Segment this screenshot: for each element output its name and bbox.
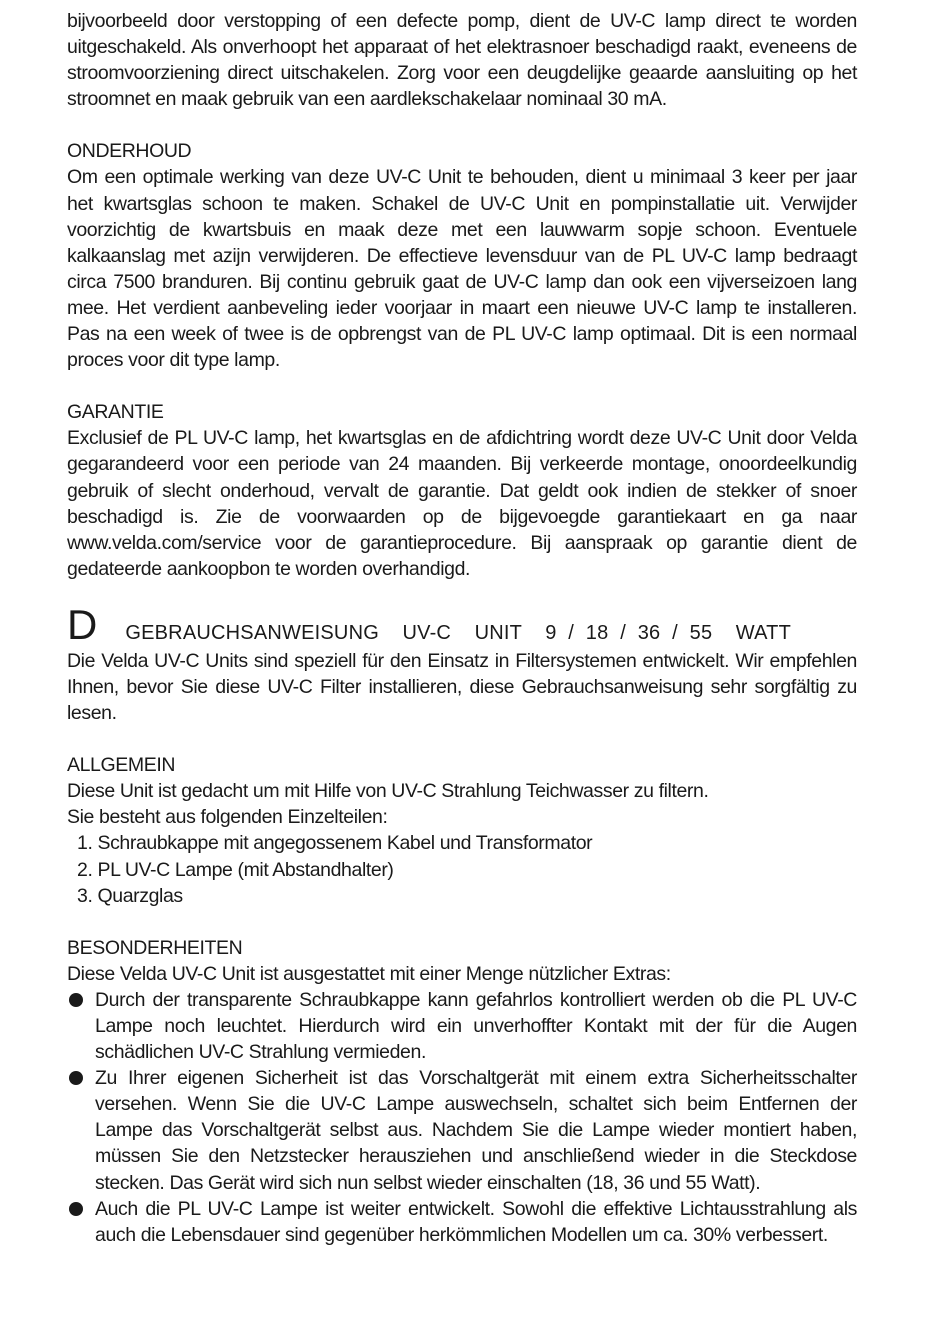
- de-intro-paragraph: Die Velda UV-C Units sind speziell für den Einsatz in Filtersystemen entwickelt. Wir empfehlen Ihnen, bevor Sie diese UV-C Filter installieren, diese Gebrauchsanweisung sehr sorgfältig zu lesen.: [67, 649, 857, 725]
- bullet-dot-icon: [69, 1202, 83, 1216]
- nl-onderhoud-heading: ONDERHOUD: [67, 140, 192, 163]
- manual-page: [67, 8, 857, 1248]
- de-allgemein-line-1: Diese Unit ist gedacht um mit Hilfe von UV-C Strahlung Teichwasser zu filtern.: [67, 780, 709, 803]
- spacer: [67, 373, 857, 399]
- bullet-dot-icon: [69, 1071, 83, 1085]
- spacer: [67, 726, 857, 752]
- feature-text: Zu Ihrer eigenen Sicherheit ist das Vorschaltgerät mit einem extra Sicherheitsschalter versehen. Wenn Sie die UV-C Lampe auswechseln, schaltet sich beim Entfernen der Lampe das Vorschaltgerät selbst aus. Nachdem Sie die Lampe wieder montiert haben, müssen Sie den Netzstecker herausziehen und anschließend wieder in die Steckdose stecken. Das Gerät wird sich nun selbst wieder einschalten (18, 36 und 55 Watt).: [95, 1067, 857, 1194]
- list-item: 1. Schraubkappe mit angegossenem Kabel und Transformator: [77, 832, 593, 855]
- bullet-dot-icon: [69, 993, 83, 1007]
- spacer: [67, 909, 857, 935]
- list-item: [67, 1196, 857, 1248]
- language-letter: D: [67, 600, 98, 648]
- de-section-title: GEBRAUCHSANWEISUNG UV-C UNIT 9 / 18 / 36 / 55 WATT: [125, 621, 792, 644]
- features-list: [67, 987, 857, 1248]
- de-besonderheiten-intro: Diese Velda UV-C Unit ist ausgestattet mit einer Menge nützlicher Extras:: [67, 962, 671, 985]
- list-item: [67, 1065, 857, 1195]
- list-item: 3. Quarzglas: [77, 884, 183, 907]
- parts-list: [67, 830, 857, 908]
- nl-garantie-paragraph: Exclusief de PL UV-C lamp, het kwartsglas en de afdichtring wordt deze UV-C Unit door Velda gegarandeerd voor een periode van 24 maanden. Bij verkeerde montage, onoordeelkundig gebruik of slecht onderhoud, vervalt de garantie. Dat geldt ook indien de stekker of snoer beschadigd is. Zie de voorwaarden op de bijgevoegde garantiekaart en ga naar www.velda.com/service voor de garantieprocedure. Bij aanspraak op garantie dient de gedateerde aankoopbon te worden overhandigd.: [67, 427, 857, 580]
- feature-text: Durch der transparente Schraubkappe kann gefahrlos kontrolliert werden ob die PL UV-C Lampe noch leuchtet. Hierdurch wird ein unverhoffter Kontakt mit der für die Augen schädlichen UV-C Strahlung vermieden.: [95, 988, 857, 1064]
- feature-text: Auch die PL UV-C Lampe ist weiter entwickelt. Sowohl die effektive Lichtausstrahlung als auch die Lebensdauer sind gegenüber herkömmlichen Modellen um ca. 30% verbessert.: [95, 1197, 857, 1246]
- list-item: 2. PL UV-C Lampe (mit Abstandhalter): [77, 858, 394, 881]
- nl-intro-paragraph: bijvoorbeeld door verstopping of een defecte pomp, dient de UV-C lamp direct te worden uitgeschakeld. Als onverhoopt het apparaat of het elektrasnoer beschadigd raakt, eveneens de stroomvoorziening direct uitschakelen. Zorg voor een deugdelijke geaarde aansluiting op het stroomnet en maak gebruik van een aardlekschakelaar nominaal 30 mA.: [67, 10, 857, 111]
- de-besonderheiten-heading: BESONDERHEITEN: [67, 936, 243, 959]
- list-item: [67, 987, 857, 1065]
- nl-garantie-heading: GARANTIE: [67, 401, 164, 424]
- nl-onderhoud-paragraph: Om een optimale werking van deze UV-C Unit te behouden, dient u minimaal 3 keer per jaar het kwartsglas schoon te maken. Schakel de UV-C Unit en pompinstallatie uit. Verwijder voorzichtig de kwartsbuis en maak deze met een lauwwarm sopje schoon. Eventuele kalkaanslag met azijn verwijderen. De effectieve levensduur van de PL UV-C lamp bedraagt circa 7500 branduren. Bij continu gebruik gaat de UV-C lamp dan ook een vijverseizoen lang mee. Het verdient aanbeveling ieder voorjaar in maart een nieuwe UV-C lamp te installeren. Pas na een week of twee is de opbrengst van de PL UV-C lamp optimaal. Dit is een normaal proces voor dit type lamp.: [67, 166, 857, 372]
- de-section-header: [67, 602, 857, 648]
- de-allgemein-heading: ALLGEMEIN: [67, 754, 176, 777]
- spacer: [67, 112, 857, 138]
- de-allgemein-line-2: Sie besteht aus folgenden Einzelteilen:: [67, 806, 388, 829]
